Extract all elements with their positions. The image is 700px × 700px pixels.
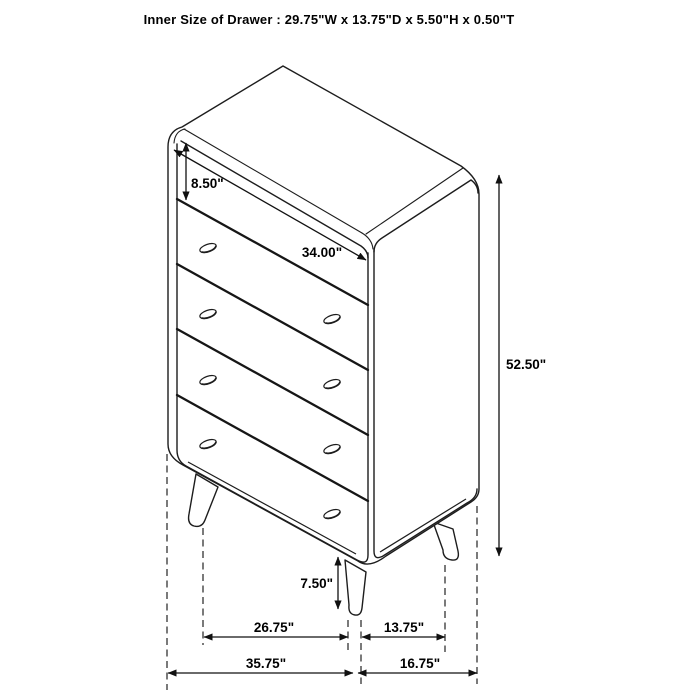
dim-overall-height <box>499 175 546 556</box>
dim-label-overall-height: 52.50" <box>506 357 547 372</box>
page-title: Inner Size of Drawer : 29.75"W x 13.75"D x 5.50"H x 0.50"T <box>143 12 515 27</box>
dim-label-top-drawer-height: 8.50" <box>191 176 224 191</box>
dim-label-leg-height: 7.50" <box>300 576 333 591</box>
front-right-leg <box>345 560 366 615</box>
dim-label-front-leg-spacing: 26.75" <box>253 620 295 635</box>
dim-label-front-width: 34.00" <box>301 245 343 260</box>
dim-label-side-leg-spacing: 13.75" <box>383 620 425 635</box>
rear-right-leg <box>433 522 458 560</box>
dim-side-leg-spacing <box>362 620 445 637</box>
chest-drawing <box>168 66 479 615</box>
dim-label-overall-depth: 16.75" <box>399 656 441 671</box>
dim-front-leg-spacing <box>204 620 348 637</box>
dim-overall-depth <box>358 656 477 673</box>
dim-label-overall-width: 35.75" <box>245 656 287 671</box>
dim-leg-height <box>300 557 338 609</box>
dim-overall-width <box>168 656 353 673</box>
